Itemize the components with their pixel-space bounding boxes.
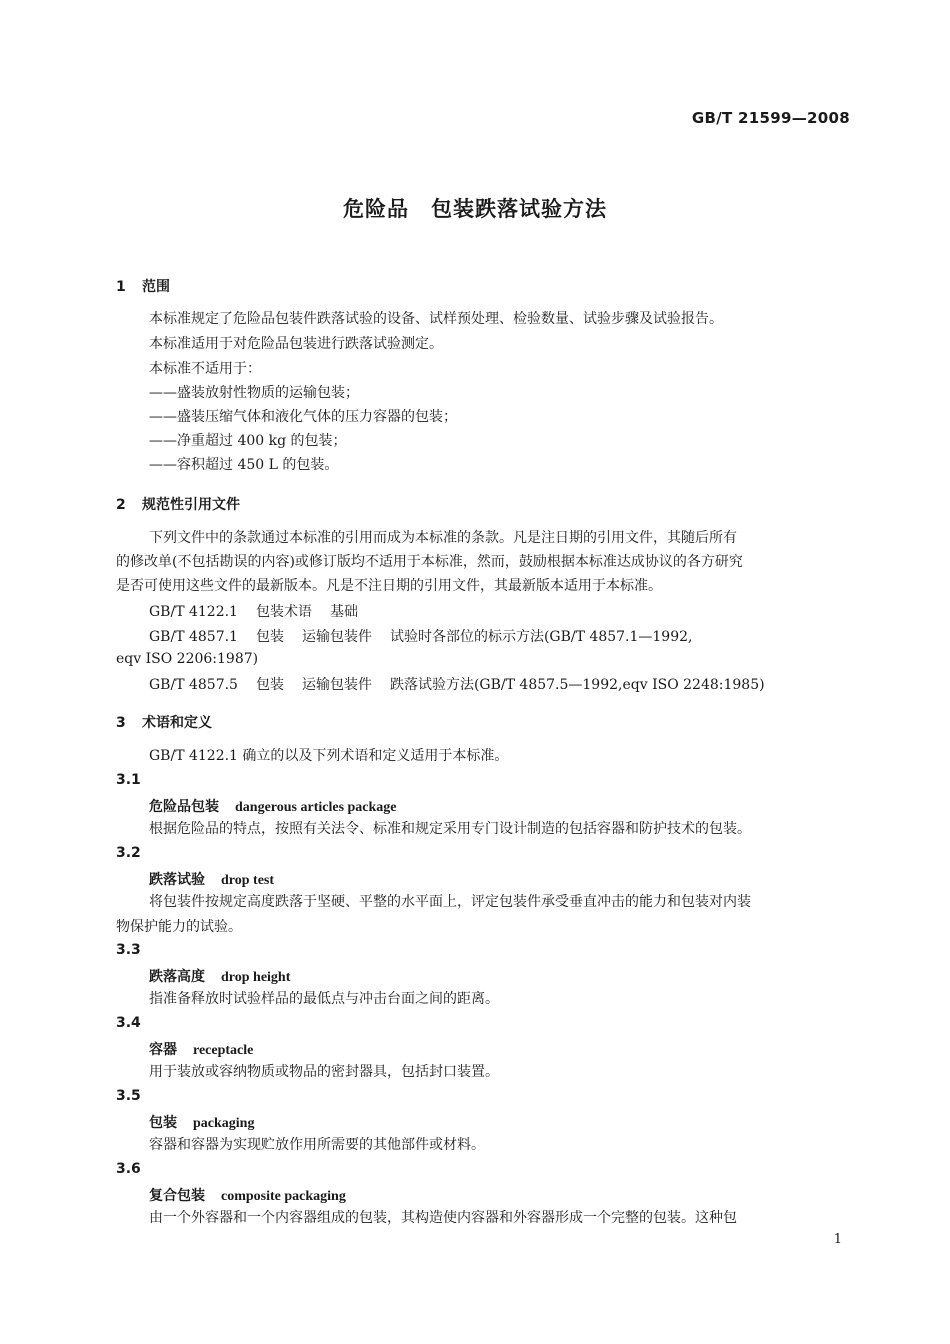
term-heading <box>149 869 274 889</box>
term-definition: 容器和容器为实现贮放作用所需要的其他部件或材料。 <box>149 1137 485 1153</box>
reference-code: GB/T 4857.5 <box>149 677 238 693</box>
section-2-heading <box>116 494 240 514</box>
reference-code: GB/T 4857.1 <box>149 629 238 645</box>
reference-item <box>149 626 710 646</box>
paragraph: 本标准适用于对危险品包装进行跌落试验测定。 <box>149 336 443 352</box>
term-en: drop test <box>221 873 275 888</box>
reference-title: 跌落试验方法(GB/T 4857.5—1992,eqv ISO 2248:1985) <box>389 677 765 693</box>
list-item: ——容积超过 450 L 的包装。 <box>149 457 339 473</box>
term-zh: 容器 <box>149 1042 177 1058</box>
term-heading <box>149 1039 253 1059</box>
term-zh: 危险品包装 <box>149 799 219 815</box>
paragraph: GB/T 4122.1 确立的以及下列术语和定义适用于本标准。 <box>149 748 509 764</box>
standard-code: GB/T 21599—2008 <box>691 109 850 127</box>
list-item: ——净重超过 400 kg 的包装； <box>149 433 347 449</box>
reference-title: 运输包装件 <box>301 677 372 693</box>
reference-title: 包装术语 <box>255 604 312 620</box>
section-number: 3 <box>116 715 126 731</box>
term-zh: 跌落高度 <box>149 969 205 985</box>
section-title: 术语和定义 <box>142 715 212 731</box>
term-heading <box>149 796 397 816</box>
section-3-heading <box>116 712 212 732</box>
term-en: dangerous articles package <box>235 800 397 815</box>
reference-title: 基础 <box>329 604 358 620</box>
term-definition: 物保护能力的试验。 <box>116 919 242 935</box>
reference-continuation: eqv ISO 2206:1987) <box>116 651 259 667</box>
paragraph: 本标准规定了危险品包装件跌落试验的设备、试样预处理、检验数量、试验步骤及试验报告。 <box>149 311 723 327</box>
term-definition: 用于装放或容纳物质或物品的密封器具，包括封口装置。 <box>149 1064 499 1080</box>
clause-number: 3.2 <box>116 845 141 861</box>
paragraph: 本标准不适用于： <box>149 361 261 377</box>
clause-number: 3.3 <box>116 942 141 958</box>
reference-title: 试验时各部位的标示方法(GB/T 4857.1—1992, <box>389 629 693 645</box>
clause-number: 3.6 <box>116 1161 141 1177</box>
section-title: 范围 <box>142 279 170 295</box>
term-definition: 指准备释放时试验样品的最低点与冲击台面之间的距离。 <box>149 991 499 1007</box>
clause-number: 3.4 <box>116 1015 141 1031</box>
reference-code: GB/T 4122.1 <box>149 604 238 620</box>
reference-title: 包装 <box>255 677 284 693</box>
section-number: 1 <box>116 279 126 295</box>
reference-item <box>149 601 376 621</box>
clause-number: 3.1 <box>116 772 141 788</box>
list-item: ——盛装压缩气体和液化气体的压力容器的包装； <box>149 409 457 425</box>
list-item: ——盛装放射性物质的运输包装； <box>149 385 359 401</box>
paragraph-line: 是否可使用这些文件的最新版本。凡是不注日期的引用文件，其最新版本适用于本标准。 <box>116 578 662 594</box>
term-zh: 复合包装 <box>149 1188 205 1204</box>
term-heading <box>149 1185 346 1205</box>
paragraph-line: 下列文件中的条款通过本标准的引用而成为本标准的条款。凡是注日期的引用文件，其随后所有 <box>149 530 737 546</box>
term-definition: 将包装件按规定高度跌落于坚硬、平整的水平面上，评定包装件承受垂直冲击的能力和包装对内装 <box>149 894 751 910</box>
term-en: receptacle <box>193 1043 254 1058</box>
document-title: 危险品 包装跌落试验方法 <box>343 197 607 221</box>
section-number: 2 <box>116 497 126 513</box>
reference-item <box>149 674 783 694</box>
page-number: 1 <box>833 1232 842 1247</box>
term-heading <box>149 1112 254 1132</box>
paragraph-line: 的修改单(不包括勘误的内容)或修订版均不适用于本标准，然而，鼓励根据本标准达成协议的各方研究 <box>116 554 743 570</box>
term-en: packaging <box>193 1116 255 1131</box>
term-definition: 根据危险品的特点，按照有关法令、标准和规定采用专门设计制造的包括容器和防护技术的包装。 <box>149 821 751 837</box>
term-zh: 跌落试验 <box>149 872 205 888</box>
section-title: 规范性引用文件 <box>142 497 240 513</box>
term-heading <box>149 966 290 986</box>
section-1-heading <box>116 276 170 296</box>
term-en: drop height <box>221 970 291 985</box>
reference-title: 运输包装件 <box>301 629 372 645</box>
term-en: composite packaging <box>221 1189 346 1204</box>
term-zh: 包装 <box>149 1115 177 1131</box>
clause-number: 3.5 <box>116 1088 141 1104</box>
term-definition: 由一个外容器和一个内容器组成的包装，其构造使内容器和外容器形成一个完整的包装。这种包 <box>149 1210 737 1226</box>
reference-title: 包装 <box>255 629 284 645</box>
